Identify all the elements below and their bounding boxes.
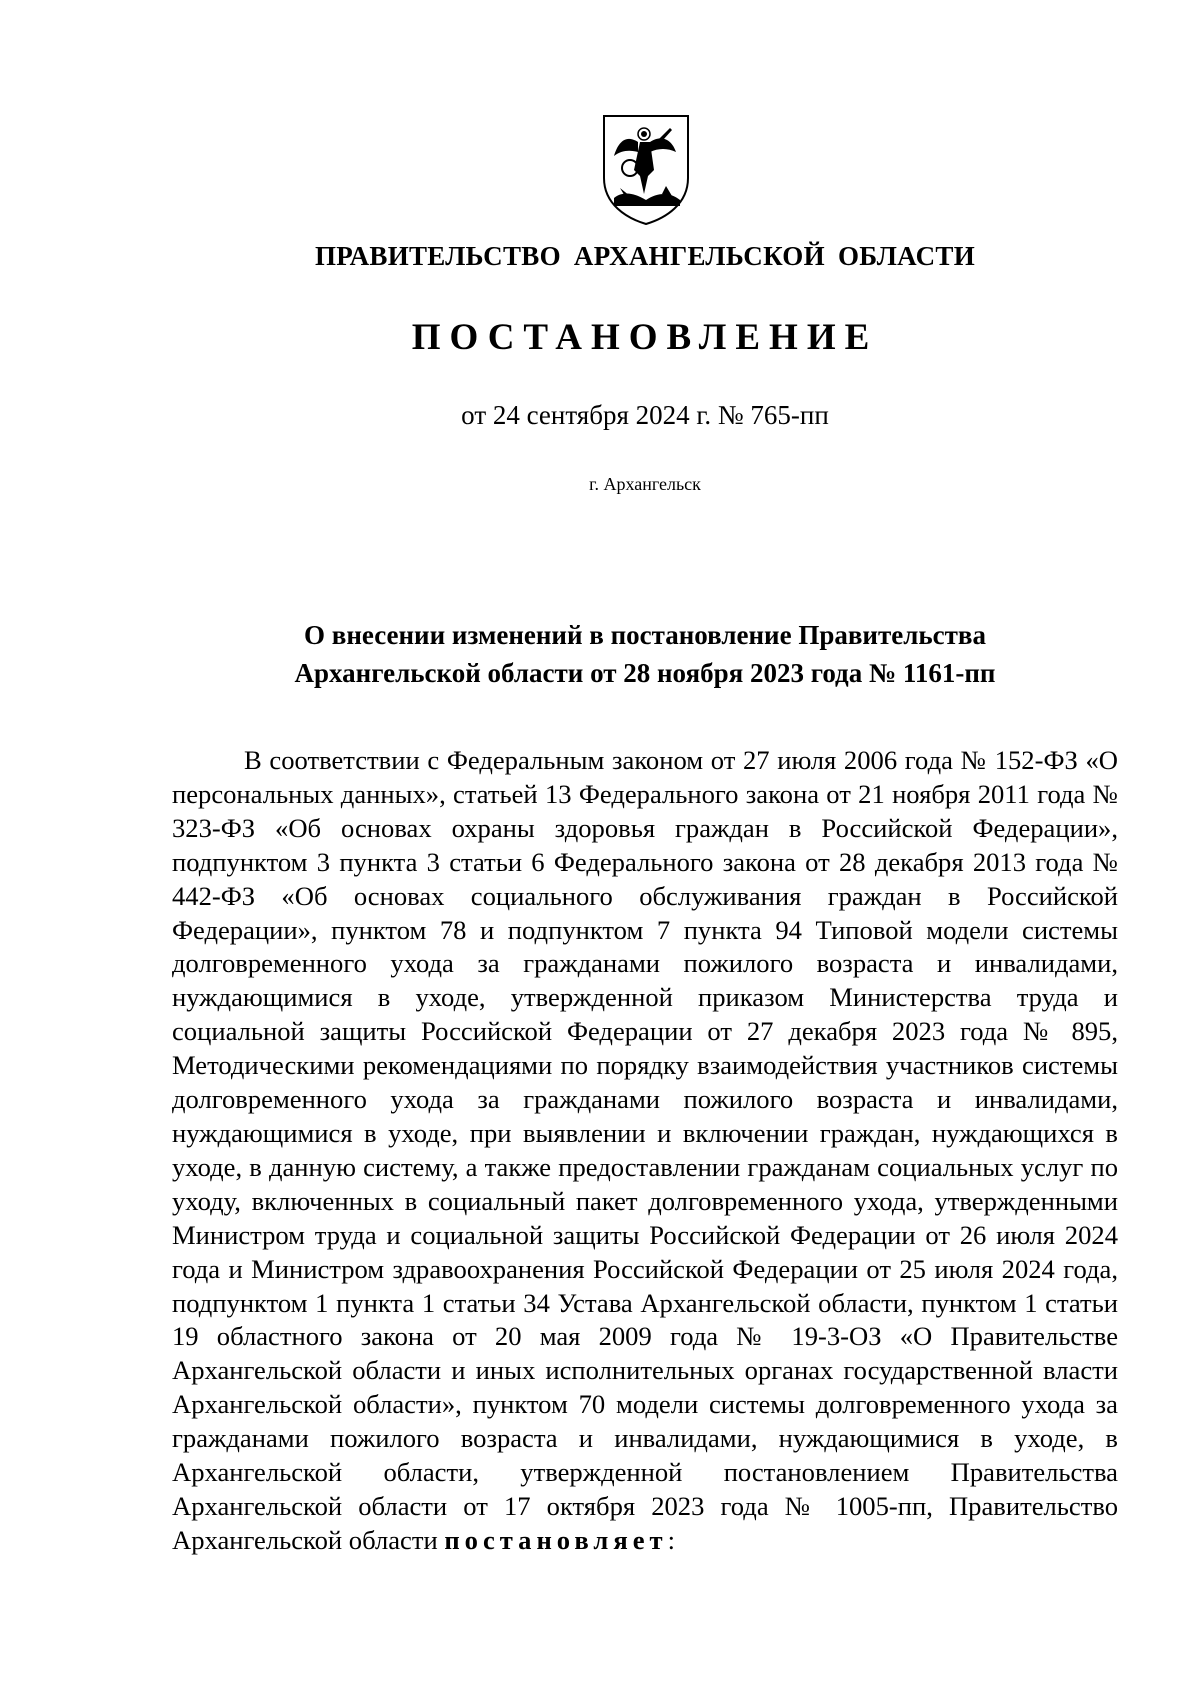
- document-subject: [172, 616, 1118, 692]
- government-title: ПРАВИТЕЛЬСТВО АРХАНГЕЛЬСКОЙ ОБЛАСТИ: [314, 241, 976, 271]
- subject-line-1: О внесении изменений в постановление Правительства: [304, 620, 986, 650]
- subject-line-2: Архангельской области от 28 ноября 2023 года № 1161-пп: [294, 658, 996, 688]
- document-type-title: ПОСТАНОВЛЕНИЕ: [411, 317, 879, 358]
- preamble-paragraph: [172, 744, 1118, 1558]
- preamble-text: В соответствии с Федеральным законом от 27 июля 2006 года № 152-ФЗ «О персональных данных», статьей 13 Федерального закона от 21 ноября 2011 года № 323-ФЗ «Об основах охраны здоровья граждан в Российской Федерации», подпунктом 3 пункта 3 статьи 6 Федерального закона от 28 декабря 2013 года № 442-ФЗ «Об основах социального обслуживания граждан в Российской Федерации», пунктом 78 и подпунктом 7 пункта 94 Типовой модели системы долговременного ухода за гражданами пожилого возраста и инвалидами, нуждающимися в уходе, утвержденной приказом Министерства труда и социальной защиты Российской Федерации от 27 декабря 2023 года № 895, Методическими рекомендациями по порядку взаимодействия участников системы долговременного ухода за гражданами пожилого возраста и инвалидами, нуждающимися в уходе, при выявлении и включении граждан, нуждающихся в уходе, в данную систему, а также предоставлении гражданам социальных услуг по уходу, включенных в социальный пакет долговременного ухода, утвержденными Министром труда и социальной защиты Российской Федерации от 26 июля 2024 года и Министром здравоохранения Российской Федерации от 25 июля 2024 года, подпунктом 1 пункта 1 статьи 34 Устава Архангельской области, пунктом 1 статьи 19 областного закона от 20 мая 2009 года № 19-3-ОЗ «О Правительстве Архангельской области и иных исполнительных органах государственной власти Архангельской области», пунктом 70 модели системы долговременного ухода за гражданами пожилого возраста и инвалидами, нуждающимися в уходе, в Архангельской области, утвержденной постановлением Правительства Архангельской области от 17 октября 2023 года № 1005-пп, Правительство Архангельской области: [172, 745, 1118, 1555]
- coat-of-arms-icon: [600, 112, 692, 228]
- document-city: г. Архангельск: [589, 474, 701, 494]
- decree-word: постановляет: [444, 1524, 668, 1555]
- closing-colon: :: [667, 1524, 675, 1555]
- document-date-number: от 24 сентября 2024 г. № 765-пп: [461, 400, 829, 430]
